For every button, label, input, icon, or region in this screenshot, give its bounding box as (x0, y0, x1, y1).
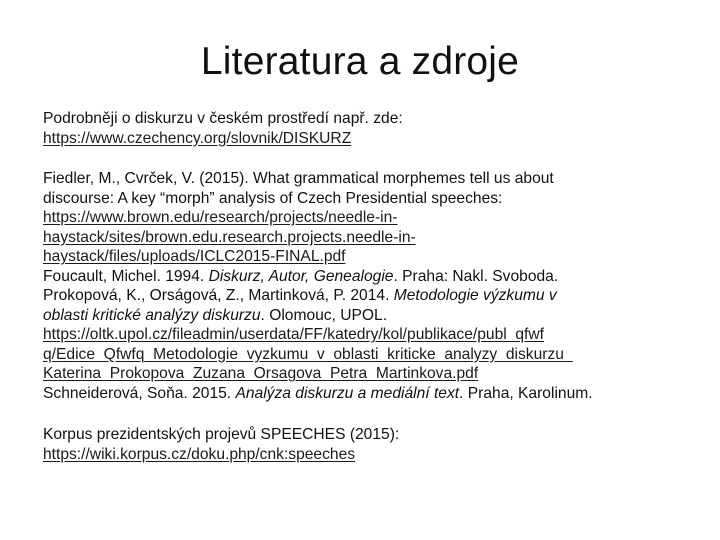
prokopova-link-line3[interactable]: Katerina_Prokopova_Zuzana_Orsagova_Petra_Martinkova.pdf (43, 365, 479, 382)
ref-fiedler-line2: discourse: A key “morph” analysis of Czech Presidential speeches: (43, 189, 503, 207)
ref-prokopova-title-1: Metodologie výzkumu v (393, 287, 557, 304)
prokopova-link-line2[interactable]: q/Edice_Qfwfq_Metodologie_vyzkumu_v_oblasti_kriticke_analyzy_diskurzu_ (43, 345, 573, 363)
fiedler-link-line3[interactable]: haystack/files/uploads/ICLC2015-FINAL.pdf (43, 248, 346, 265)
prokopova-link-line1[interactable]: https://oltk.upol.cz/fileadmin/userdata/FF/katedry/kol/publikace/publ_qfwf (43, 326, 544, 343)
ref-prokopova-line2: oblasti kritické analýzy diskurzu. Olomouc, UPOL. (43, 306, 388, 324)
ref-foucault-title: Diskurz, Autor, Genealogie (208, 267, 394, 285)
diskurz-link[interactable]: https://www.czechency.org/slovnik/DISKURZ (43, 129, 352, 147)
ref-schneiderova: Schneiderová, Soňa. 2015. Analýza diskurzu a mediální text. Praha, Karolinum. (43, 384, 593, 402)
ref-prokopova-line1: Prokopová, K., Orságová, Z., Martinková, P. 2014. Metodologie výzkumu v (43, 287, 557, 304)
corpus-link[interactable]: https://wiki.korpus.cz/doku.php/cnk:speeches (43, 445, 356, 463)
ref-schneiderova-title: Analýza diskurzu a mediální text (235, 384, 460, 402)
corpus-text: Korpus prezidentských projevů SPEECHES (2015): (43, 426, 400, 443)
fiedler-link-line1[interactable]: https://www.brown.edu/research/projects/needle-in- (43, 209, 398, 226)
ref-fiedler-line1: Fiedler, M., Cvrček, V. (2015). What grammatical morphemes tell us about (43, 170, 554, 187)
fiedler-link-line2[interactable]: haystack/sites/brown.edu.research.projects.needle-in- (43, 228, 416, 246)
intro-text: Podrobněji o diskurzu v českém prostředí např. zde: (43, 110, 403, 127)
slide-title: Literatura a zdroje (200, 40, 520, 83)
slide-body (43, 109, 693, 464)
ref-prokopova-title-2: oblasti kritické analýzy diskurzu (43, 306, 261, 324)
ref-foucault: Foucault, Michel. 1994. Diskurz, Autor, Genealogie. Praha: Nakl. Svoboda. (43, 267, 559, 285)
